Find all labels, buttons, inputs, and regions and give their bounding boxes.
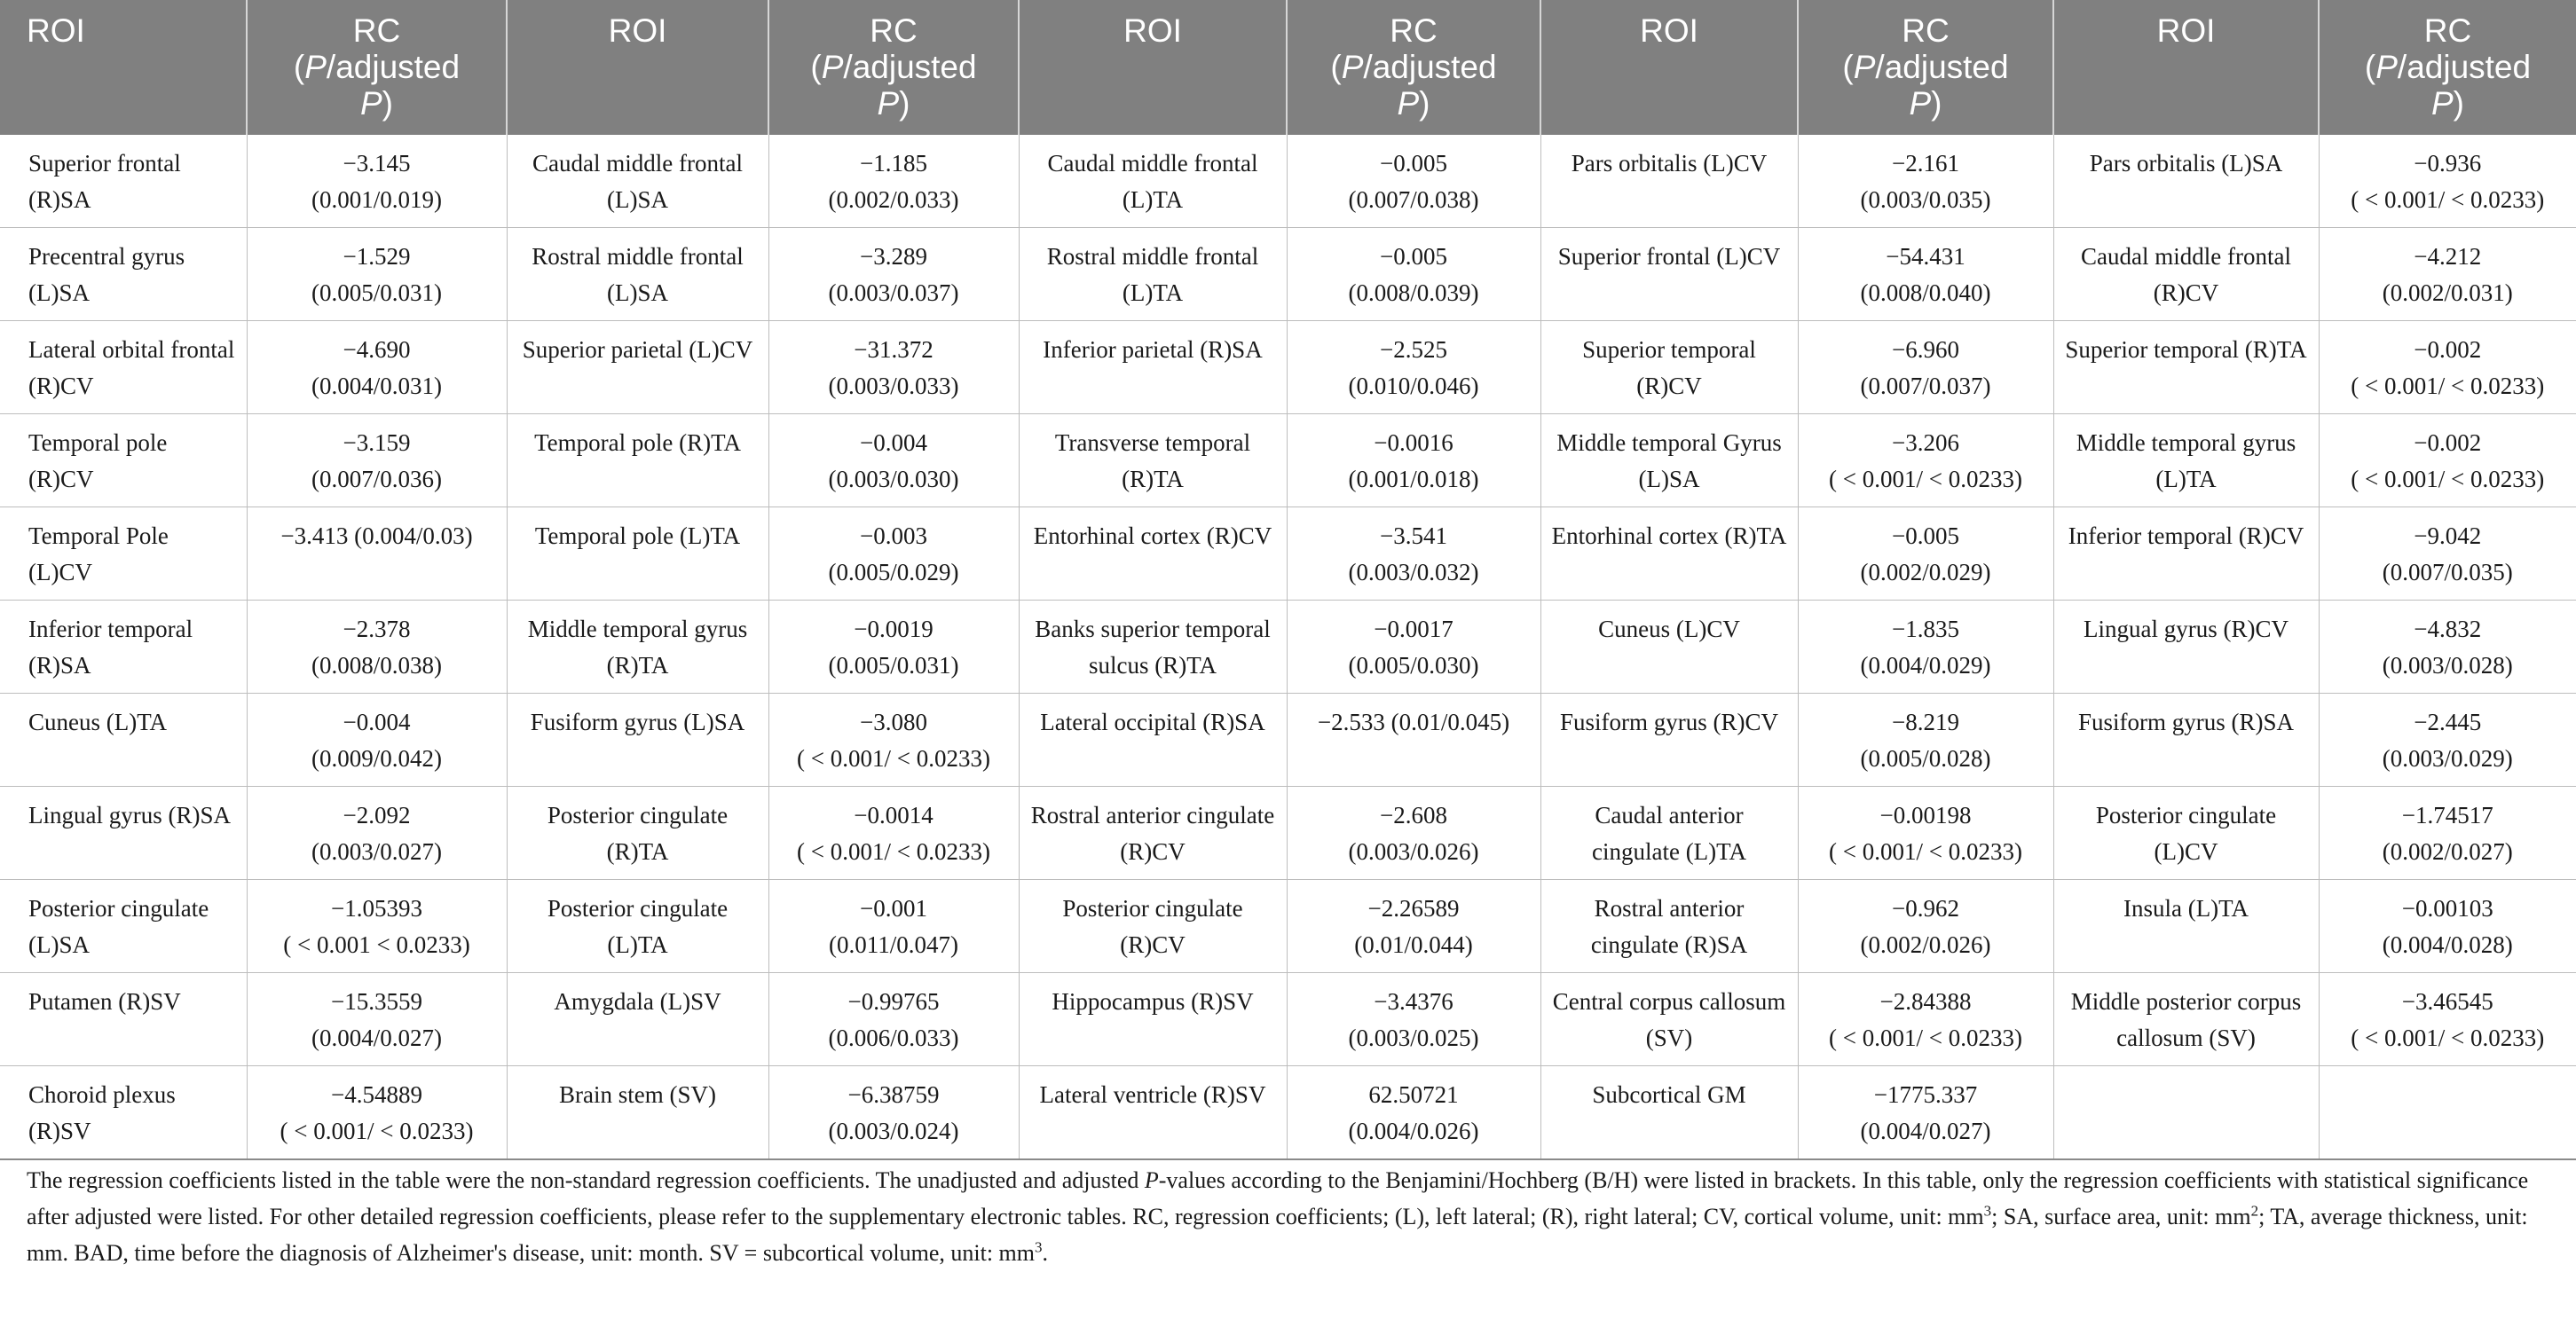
rc-p-values: (0.004/0.027) [1860, 1118, 1991, 1144]
rc-p-values: (0.003/0.029) [2382, 745, 2513, 772]
rc-p-values: (0.008/0.038) [311, 652, 442, 679]
footnote-text-1: The regression coefficients listed in the table were the non-standard regression coefficients. The unadjusted and adjusted [27, 1167, 1145, 1193]
footnote-text-5: . [1042, 1240, 1048, 1266]
rc-value: −8.219 [1892, 709, 1959, 735]
rc-value: −2.84388 [1879, 988, 1972, 1015]
rc-p-values: (0.002/0.031) [2382, 279, 2513, 306]
rc-cell [247, 321, 507, 414]
rc-cell [2319, 787, 2576, 880]
rc-p-values: (0.006/0.033) [828, 1025, 959, 1051]
rc-cell [768, 601, 1019, 694]
rc-value: −0.00198 [1879, 802, 1972, 828]
header-roi: ROI [2053, 0, 2319, 135]
rc-p-values: ( < 0.001/ < 0.0233) [1829, 838, 2022, 865]
rc-p-values: (0.002/0.026) [1860, 931, 1991, 958]
rc-cell [1798, 787, 2053, 880]
roi-cell [2053, 1066, 2319, 1160]
rc-cell [247, 507, 507, 601]
rc-p-values: (0.004/0.027) [311, 1025, 442, 1051]
rc-p-values: (0.007/0.037) [1860, 373, 1991, 399]
roi-cell: Inferior temporal (R)CV [2053, 507, 2319, 601]
rc-value: −0.002 [2414, 429, 2482, 456]
roi-cell: Brain stem (SV) [507, 1066, 768, 1160]
rc-p-values: ( < 0.001/ < 0.0233) [1829, 1025, 2022, 1051]
footnote-text-4: ; TA, average thickness, unit: mm. BAD, time before the diagnosis of Alzheimer's disease, unit: month. SV = subcortical volume, unit: mm [27, 1204, 2528, 1266]
roi-cell: Amygdala (L)SV [507, 973, 768, 1066]
header-roi: ROI [0, 0, 247, 135]
header-rc-subtitle-2: P) [2430, 85, 2464, 122]
rc-cell [2319, 880, 2576, 973]
roi-cell: Superior frontal (L)CV [1540, 228, 1798, 321]
rc-cell [1798, 973, 2053, 1066]
rc-p-values: (0.004/0.031) [311, 373, 442, 399]
rc-value: −31.372 [854, 336, 934, 363]
rc-value: −0.002 [2414, 336, 2482, 363]
roi-cell: Transverse temporal (R)TA [1019, 414, 1287, 507]
rc-value: −1.835 [1892, 616, 1959, 642]
rc-cell [2319, 414, 2576, 507]
table-row [0, 321, 2576, 414]
roi-cell: Temporal pole (L)TA [507, 507, 768, 601]
rc-cell [247, 1066, 507, 1160]
rc-value: −2.525 [1380, 336, 1447, 363]
rc-p-values: (0.004/0.029) [1860, 652, 1991, 679]
rc-cell [1287, 601, 1540, 694]
roi-cell: Rostral middle frontal (L)SA [507, 228, 768, 321]
table-row [0, 694, 2576, 787]
rc-cell [2319, 135, 2576, 228]
rc-p-values: (0.002/0.033) [828, 186, 959, 213]
rc-value: −0.004 [343, 709, 411, 735]
roi-cell: Putamen (R)SV [0, 973, 247, 1066]
rc-p-values: (0.003/0.030) [828, 466, 959, 492]
roi-cell: Middle temporal gyrus (R)TA [507, 601, 768, 694]
footnote-italic-p: P [1144, 1167, 1159, 1193]
rc-cell [768, 135, 1019, 228]
rc-value: −54.431 [1886, 243, 1965, 270]
rc-cell [768, 507, 1019, 601]
header-rc-title: RC [2423, 12, 2472, 49]
roi-cell: Cuneus (L)CV [1540, 601, 1798, 694]
roi-cell: Entorhinal cortex (R)TA [1540, 507, 1798, 601]
header-roi: ROI [1019, 0, 1287, 135]
rc-p-values: (0.001/0.019) [311, 186, 442, 213]
rc-value: −3.080 [860, 709, 927, 735]
roi-cell: Superior temporal (R)TA [2053, 321, 2319, 414]
footnote-text-2: -values according to the Benjamini/Hochberg (B/H) were listed in brackets. In this table, only the regression coefficients with statistical significance after adjusted were listed. For other detailed regression coefficients, please refer to the supplementary electronic tables. RC, regression coefficients; (L), left lateral; (R), right lateral; CV, cortical volume, unit: mm [27, 1167, 2529, 1229]
rc-cell [2319, 1066, 2576, 1160]
roi-cell: Posterior cingulate (R)CV [1019, 880, 1287, 973]
rc-cell [1798, 507, 2053, 601]
rc-value: −0.005 [1380, 150, 1447, 177]
roi-cell: Superior frontal (R)SA [0, 135, 247, 228]
roi-cell: Caudal middle frontal (L)TA [1019, 135, 1287, 228]
footnote-superscript-2: 2 [2250, 1202, 2259, 1220]
roi-cell: Pars orbitalis (L)SA [2053, 135, 2319, 228]
roi-cell: Superior temporal (R)CV [1540, 321, 1798, 414]
rc-value: −2.608 [1380, 802, 1447, 828]
rc-cell [768, 880, 1019, 973]
rc-p-values: (0.005/0.028) [1860, 745, 1991, 772]
rc-value: −1.05393 [331, 895, 422, 922]
rc-cell [768, 414, 1019, 507]
table-row [0, 228, 2576, 321]
roi-cell: Temporal Pole (L)CV [0, 507, 247, 601]
header-rc-subtitle: (P/adjusted [810, 49, 977, 85]
rc-cell [1287, 228, 1540, 321]
roi-cell: Caudal middle frontal (L)SA [507, 135, 768, 228]
header-rc [768, 0, 1019, 135]
header-rc-subtitle-2: P) [1397, 85, 1430, 122]
rc-cell [1798, 694, 2053, 787]
header-rc-title: RC [1902, 12, 1950, 49]
rc-p-values: ( < 0.001/ < 0.0233) [2351, 186, 2545, 213]
roi-cell: Middle temporal gyrus (L)TA [2053, 414, 2319, 507]
roi-cell: Hippocampus (R)SV [1019, 973, 1287, 1066]
table-row [0, 787, 2576, 880]
rc-value: −4.54889 [331, 1081, 422, 1108]
rc-value: −6.38759 [847, 1081, 940, 1108]
rc-p-values: (0.003/0.025) [1348, 1025, 1479, 1051]
rc-value: −0.003 [860, 522, 927, 549]
rc-p-values: (0.002/0.027) [2382, 838, 2513, 865]
rc-cell [1287, 414, 1540, 507]
rc-p-values: (0.007/0.036) [311, 466, 442, 492]
rc-cell [768, 787, 1019, 880]
rc-p-values: (0.003/0.033) [828, 373, 959, 399]
header-rc-subtitle: (P/adjusted [1330, 49, 1497, 85]
rc-p-values: ( < 0.001/ < 0.0233) [1829, 466, 2022, 492]
rc-value: −1.74517 [2401, 802, 2493, 828]
rc-p-values: ( < 0.001/ < 0.0233) [2351, 466, 2545, 492]
roi-cell: Posterior cingulate (L)CV [2053, 787, 2319, 880]
rc-p-values: (0.007/0.038) [1348, 186, 1479, 213]
rc-p-values: (0.003/0.037) [828, 279, 959, 306]
rc-value: −1775.337 [1873, 1081, 1978, 1108]
roi-cell: Inferior parietal (R)SA [1019, 321, 1287, 414]
rc-value: −2.533 (0.01/0.045) [1317, 709, 1510, 735]
rc-cell [1798, 135, 2053, 228]
rc-p-values: (0.008/0.040) [1860, 279, 1991, 306]
rc-value: −3.159 [343, 429, 411, 456]
roi-cell: Lateral occipital (R)SA [1019, 694, 1287, 787]
table-row [0, 601, 2576, 694]
header-rc [2319, 0, 2576, 135]
rc-cell [768, 1066, 1019, 1160]
rc-cell [768, 694, 1019, 787]
rc-p-values: ( < 0.001/ < 0.0233) [797, 745, 990, 772]
rc-p-values: (0.003/0.035) [1860, 186, 1991, 213]
rc-cell [2319, 507, 2576, 601]
roi-cell: Caudal middle frontal (R)CV [2053, 228, 2319, 321]
rc-cell [1798, 228, 2053, 321]
roi-cell: Lingual gyrus (R)SA [0, 787, 247, 880]
roi-cell: Posterior cingulate (L)TA [507, 880, 768, 973]
rc-p-values: (0.004/0.026) [1348, 1118, 1479, 1144]
rc-cell [1798, 321, 2053, 414]
rc-cell [247, 694, 507, 787]
rc-cell [1287, 694, 1540, 787]
rc-cell [1287, 507, 1540, 601]
rc-value: −3.46545 [2401, 988, 2493, 1015]
rc-cell [2319, 601, 2576, 694]
roi-cell: Lateral ventricle (R)SV [1019, 1066, 1287, 1160]
rc-value: −3.145 [343, 150, 411, 177]
header-rc-subtitle: (P/adjusted [2364, 49, 2532, 85]
rc-cell [2319, 694, 2576, 787]
roi-cell: Fusiform gyrus (R)SA [2053, 694, 2319, 787]
roi-cell: Choroid plexus (R)SV [0, 1066, 247, 1160]
rc-value: −0.0014 [854, 802, 934, 828]
roi-cell: Entorhinal cortex (R)CV [1019, 507, 1287, 601]
rc-cell [2319, 973, 2576, 1066]
roi-cell: Cuneus (L)TA [0, 694, 247, 787]
table-row [0, 973, 2576, 1066]
roi-cell: Pars orbitalis (L)CV [1540, 135, 1798, 228]
roi-cell: Temporal pole (R)TA [507, 414, 768, 507]
rc-cell [247, 880, 507, 973]
rc-value: −3.4376 [1374, 988, 1453, 1015]
rc-cell [1287, 787, 1540, 880]
rc-value: −4.832 [2414, 616, 2482, 642]
rc-p-values: ( < 0.001/ < 0.0233) [280, 1118, 474, 1144]
roi-cell: Inferior temporal (R)SA [0, 601, 247, 694]
rc-p-values: ( < 0.001 < 0.0233) [283, 931, 470, 958]
rc-p-values: (0.005/0.029) [828, 559, 959, 585]
header-rc-title: RC [1390, 12, 1438, 49]
header-rc-subtitle: (P/adjusted [293, 49, 461, 85]
rc-cell [1287, 1066, 1540, 1160]
roi-cell: Caudal anterior cingulate (L)TA [1540, 787, 1798, 880]
header-roi: ROI [507, 0, 768, 135]
table-header-row [0, 0, 2576, 135]
rc-p-values: (0.003/0.024) [828, 1118, 959, 1144]
rc-cell [1287, 135, 1540, 228]
rc-value: −9.042 [2414, 522, 2482, 549]
rc-value: −2.161 [1892, 150, 1959, 177]
rc-p-values: (0.005/0.030) [1348, 652, 1479, 679]
header-rc [1798, 0, 2053, 135]
rc-value: −3.206 [1892, 429, 1959, 456]
rc-p-values: (0.010/0.046) [1348, 373, 1479, 399]
roi-cell: Fusiform gyrus (L)SA [507, 694, 768, 787]
rc-value: −2.092 [343, 802, 411, 828]
rc-value: −0.004 [860, 429, 927, 456]
rc-cell [768, 228, 1019, 321]
rc-cell [247, 973, 507, 1066]
rc-p-values: (0.004/0.028) [2382, 931, 2513, 958]
roi-cell: Middle temporal Gyrus (L)SA [1540, 414, 1798, 507]
roi-cell: Posterior cingulate (R)TA [507, 787, 768, 880]
rc-cell [1287, 973, 1540, 1066]
roi-cell: Lingual gyrus (R)CV [2053, 601, 2319, 694]
rc-value: −2.26589 [1367, 895, 1460, 922]
header-rc [247, 0, 507, 135]
rc-p-values: (0.003/0.026) [1348, 838, 1479, 865]
rc-value: −1.185 [860, 150, 927, 177]
rc-cell [247, 601, 507, 694]
roi-cell: Temporal pole (R)CV [0, 414, 247, 507]
rc-p-values: (0.011/0.047) [829, 931, 958, 958]
header-rc-title: RC [352, 12, 401, 49]
rc-value: −0.0017 [1374, 616, 1453, 642]
header-rc-subtitle: (P/adjusted [1842, 49, 2009, 85]
rc-p-values: (0.001/0.018) [1348, 466, 1479, 492]
rc-p-values: (0.007/0.035) [2382, 559, 2513, 585]
roi-cell: Subcortical GM [1540, 1066, 1798, 1160]
table-row [0, 507, 2576, 601]
rc-p-values: (0.002/0.029) [1860, 559, 1991, 585]
rc-p-values: (0.01/0.044) [1354, 931, 1473, 958]
rc-p-values: (0.005/0.031) [828, 652, 959, 679]
roi-cell: Lateral orbital frontal (R)CV [0, 321, 247, 414]
rc-p-values: (0.008/0.039) [1348, 279, 1479, 306]
rc-p-values: ( < 0.001/ < 0.0233) [797, 838, 990, 865]
header-rc-subtitle-2: P) [1909, 85, 1942, 122]
rc-value: −3.413 (0.004/0.03) [280, 522, 473, 549]
rc-value: 62.50721 [1368, 1081, 1459, 1108]
table-body [0, 135, 2576, 1159]
roi-cell: Rostral anterior cingulate (R)CV [1019, 787, 1287, 880]
roi-cell: Rostral anterior cingulate (R)SA [1540, 880, 1798, 973]
rc-value: −1.529 [343, 243, 411, 270]
roi-cell: Rostral middle frontal (L)TA [1019, 228, 1287, 321]
rc-value: −0.99765 [847, 988, 940, 1015]
rc-cell [1798, 414, 2053, 507]
header-roi: ROI [1540, 0, 1798, 135]
rc-value: −0.0016 [1374, 429, 1453, 456]
rc-cell [247, 135, 507, 228]
rc-value: −3.289 [860, 243, 927, 270]
rc-value: −6.960 [1892, 336, 1959, 363]
rc-p-values: ( < 0.001/ < 0.0233) [2351, 373, 2545, 399]
header-rc-title: RC [870, 12, 918, 49]
roi-cell: Banks superior temporal sulcus (R)TA [1019, 601, 1287, 694]
rc-cell [768, 321, 1019, 414]
footnote-superscript-3b: 3 [1035, 1238, 1043, 1256]
rc-value: −0.0019 [854, 616, 934, 642]
rc-cell [1287, 880, 1540, 973]
footnote-superscript-3a: 3 [1983, 1202, 1992, 1220]
roi-cell: Precentral gyrus (L)SA [0, 228, 247, 321]
rc-p-values: ( < 0.001/ < 0.0233) [2351, 1025, 2545, 1051]
rc-value: −0.00103 [2401, 895, 2493, 922]
rc-value: −2.445 [2414, 709, 2482, 735]
rc-value: −3.541 [1380, 522, 1447, 549]
rc-cell [2319, 228, 2576, 321]
table-row [0, 1066, 2576, 1160]
header-rc [1287, 0, 1540, 135]
header-rc-subtitle-2: P) [359, 85, 393, 122]
rc-value: −0.001 [860, 895, 927, 922]
rc-cell [1798, 880, 2053, 973]
rc-p-values: (0.003/0.027) [311, 838, 442, 865]
roi-cell: Middle posterior corpus callosum (SV) [2053, 973, 2319, 1066]
roi-cell: Fusiform gyrus (R)CV [1540, 694, 1798, 787]
footnote-text-3: ; SA, surface area, unit: mm [1991, 1204, 2251, 1229]
rc-value: −0.005 [1380, 243, 1447, 270]
table-row [0, 880, 2576, 973]
rc-cell [768, 973, 1019, 1066]
rc-value: −15.3559 [331, 988, 422, 1015]
header-rc-subtitle-2: P) [877, 85, 910, 122]
rc-cell [1798, 601, 2053, 694]
roi-cell: Posterior cingulate (L)SA [0, 880, 247, 973]
rc-value: −0.005 [1892, 522, 1959, 549]
table-row [0, 135, 2576, 228]
table-row [0, 414, 2576, 507]
rc-value: −2.378 [343, 616, 411, 642]
rc-p-values: (0.005/0.031) [311, 279, 442, 306]
roi-cell: Central corpus callosum (SV) [1540, 973, 1798, 1066]
rc-value: −4.690 [343, 336, 411, 363]
rc-p-values: (0.003/0.032) [1348, 559, 1479, 585]
rc-p-values: (0.009/0.042) [311, 745, 442, 772]
rc-p-values: (0.003/0.028) [2382, 652, 2513, 679]
rc-cell [2319, 321, 2576, 414]
roi-cell: Insula (L)TA [2053, 880, 2319, 973]
rc-value: −0.936 [2414, 150, 2482, 177]
rc-cell [247, 787, 507, 880]
roi-cell: Superior parietal (L)CV [507, 321, 768, 414]
rc-cell [1798, 1066, 2053, 1160]
table-footnote [27, 1162, 2556, 1271]
rc-value: −4.212 [2414, 243, 2482, 270]
rc-cell [247, 414, 507, 507]
rc-cell [1287, 321, 1540, 414]
rc-value: −0.962 [1892, 895, 1959, 922]
rc-cell [247, 228, 507, 321]
